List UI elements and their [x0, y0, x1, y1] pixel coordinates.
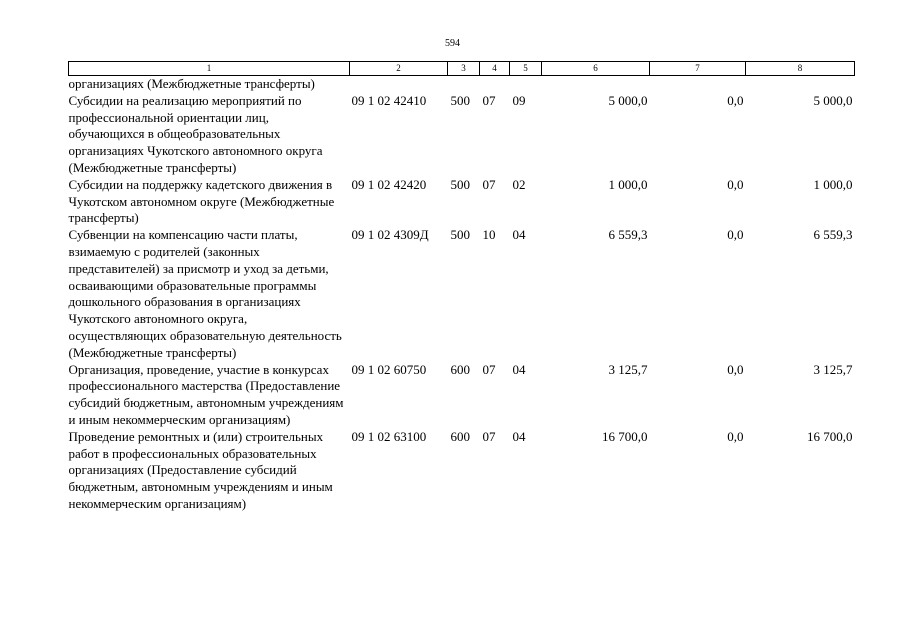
row-name: Субвенции на компенсацию части платы, взимаемую с родителей (законных представителей) за присмотр и уход за детьми, осваивающими образовательные программы дошкольного образования в организациях Чукотского автономного округа, осуществляющих образовательную деятельность (Межбюджетные трансферты) [68, 227, 342, 360]
row-c7: 0,0 [727, 227, 744, 243]
header-cell-2: 2 [350, 62, 448, 76]
header-row [69, 62, 855, 76]
row-name: Организация, проведение, участие в конкурсах профессионального мастерства (Предоставление субсидий бюджетным, автономным учреждениям и иным некоммерческим организациям) [68, 361, 344, 427]
header-cell-8: 8 [746, 62, 855, 76]
row-c8: 1 000,0 [813, 176, 853, 192]
row-c5: 02 [512, 176, 526, 192]
budget-table [68, 61, 855, 513]
row-c5: 04 [512, 361, 526, 377]
header-cell-3: 3 [448, 62, 480, 76]
row-c4: 07 [482, 92, 496, 108]
table-row [69, 177, 855, 227]
row-c4 [480, 76, 510, 93]
header-cell-7: 7 [650, 62, 746, 76]
header-cell-6: 6 [542, 62, 650, 76]
row-c8: 5 000,0 [813, 92, 853, 108]
header-cell-1: 1 [69, 62, 350, 76]
row-code: 09 1 02 42420 [351, 176, 427, 192]
row-c4: 10 [482, 227, 496, 243]
row-name: Проведение ремонтных и (или) строительных работ в профессиональных образовательных организациях (Предоставление субсидий бюджетным, автономным учреждениям и иным некоммерческим организациям) [68, 428, 333, 511]
row-name: Субсидии на реализацию мероприятий по профессиональной ориентации лиц, обучающихся в общеобразовательных организациях Чукотского автономного округа (Межбюджетные трансферты) [68, 92, 323, 175]
row-c5: 04 [512, 227, 526, 243]
row-code: 09 1 02 60750 [351, 361, 427, 377]
row-c7: 0,0 [727, 361, 744, 377]
row-c7 [650, 76, 746, 93]
table-row [69, 76, 855, 93]
row-c3: 500 [450, 176, 470, 192]
row-c8: 16 700,0 [807, 428, 853, 444]
table-row [69, 429, 855, 513]
row-c8: 6 559,3 [813, 227, 853, 243]
row-code: 09 1 02 63100 [351, 428, 427, 444]
row-c6: 6 559,3 [608, 227, 648, 243]
row-code [350, 76, 448, 93]
row-c8: 3 125,7 [813, 361, 853, 377]
row-c8 [746, 76, 855, 93]
row-c7: 0,0 [727, 428, 744, 444]
row-c6: 16 700,0 [602, 428, 648, 444]
row-c6: 1 000,0 [608, 176, 648, 192]
header-cell-4: 4 [480, 62, 510, 76]
row-c4: 07 [482, 428, 496, 444]
row-c4: 07 [482, 176, 496, 192]
table-row [69, 93, 855, 177]
row-name: организациях (Межбюджетные трансферты) [68, 76, 315, 91]
row-c3: 500 [450, 92, 470, 108]
row-c3: 600 [450, 428, 470, 444]
page-number: 594 [445, 38, 460, 49]
header-cell-5: 5 [510, 62, 542, 76]
row-c6: 3 125,7 [608, 361, 648, 377]
row-c4: 07 [482, 361, 496, 377]
row-c7: 0,0 [727, 92, 744, 108]
row-c6 [542, 76, 650, 93]
row-code: 09 1 02 42410 [351, 92, 427, 108]
row-code: 09 1 02 4309Д [351, 227, 429, 243]
row-c3: 600 [450, 361, 470, 377]
row-c5: 04 [512, 428, 526, 444]
table-row [69, 227, 855, 361]
row-c3 [448, 76, 480, 93]
row-c3: 500 [450, 227, 470, 243]
row-c7: 0,0 [727, 176, 744, 192]
row-c5 [510, 76, 542, 93]
row-c5: 09 [512, 92, 526, 108]
table-row [69, 362, 855, 429]
row-name: Субсидии на поддержку кадетского движения в Чукотском автономном округе (Межбюджетные трансферты) [68, 176, 335, 226]
row-c6: 5 000,0 [608, 92, 648, 108]
